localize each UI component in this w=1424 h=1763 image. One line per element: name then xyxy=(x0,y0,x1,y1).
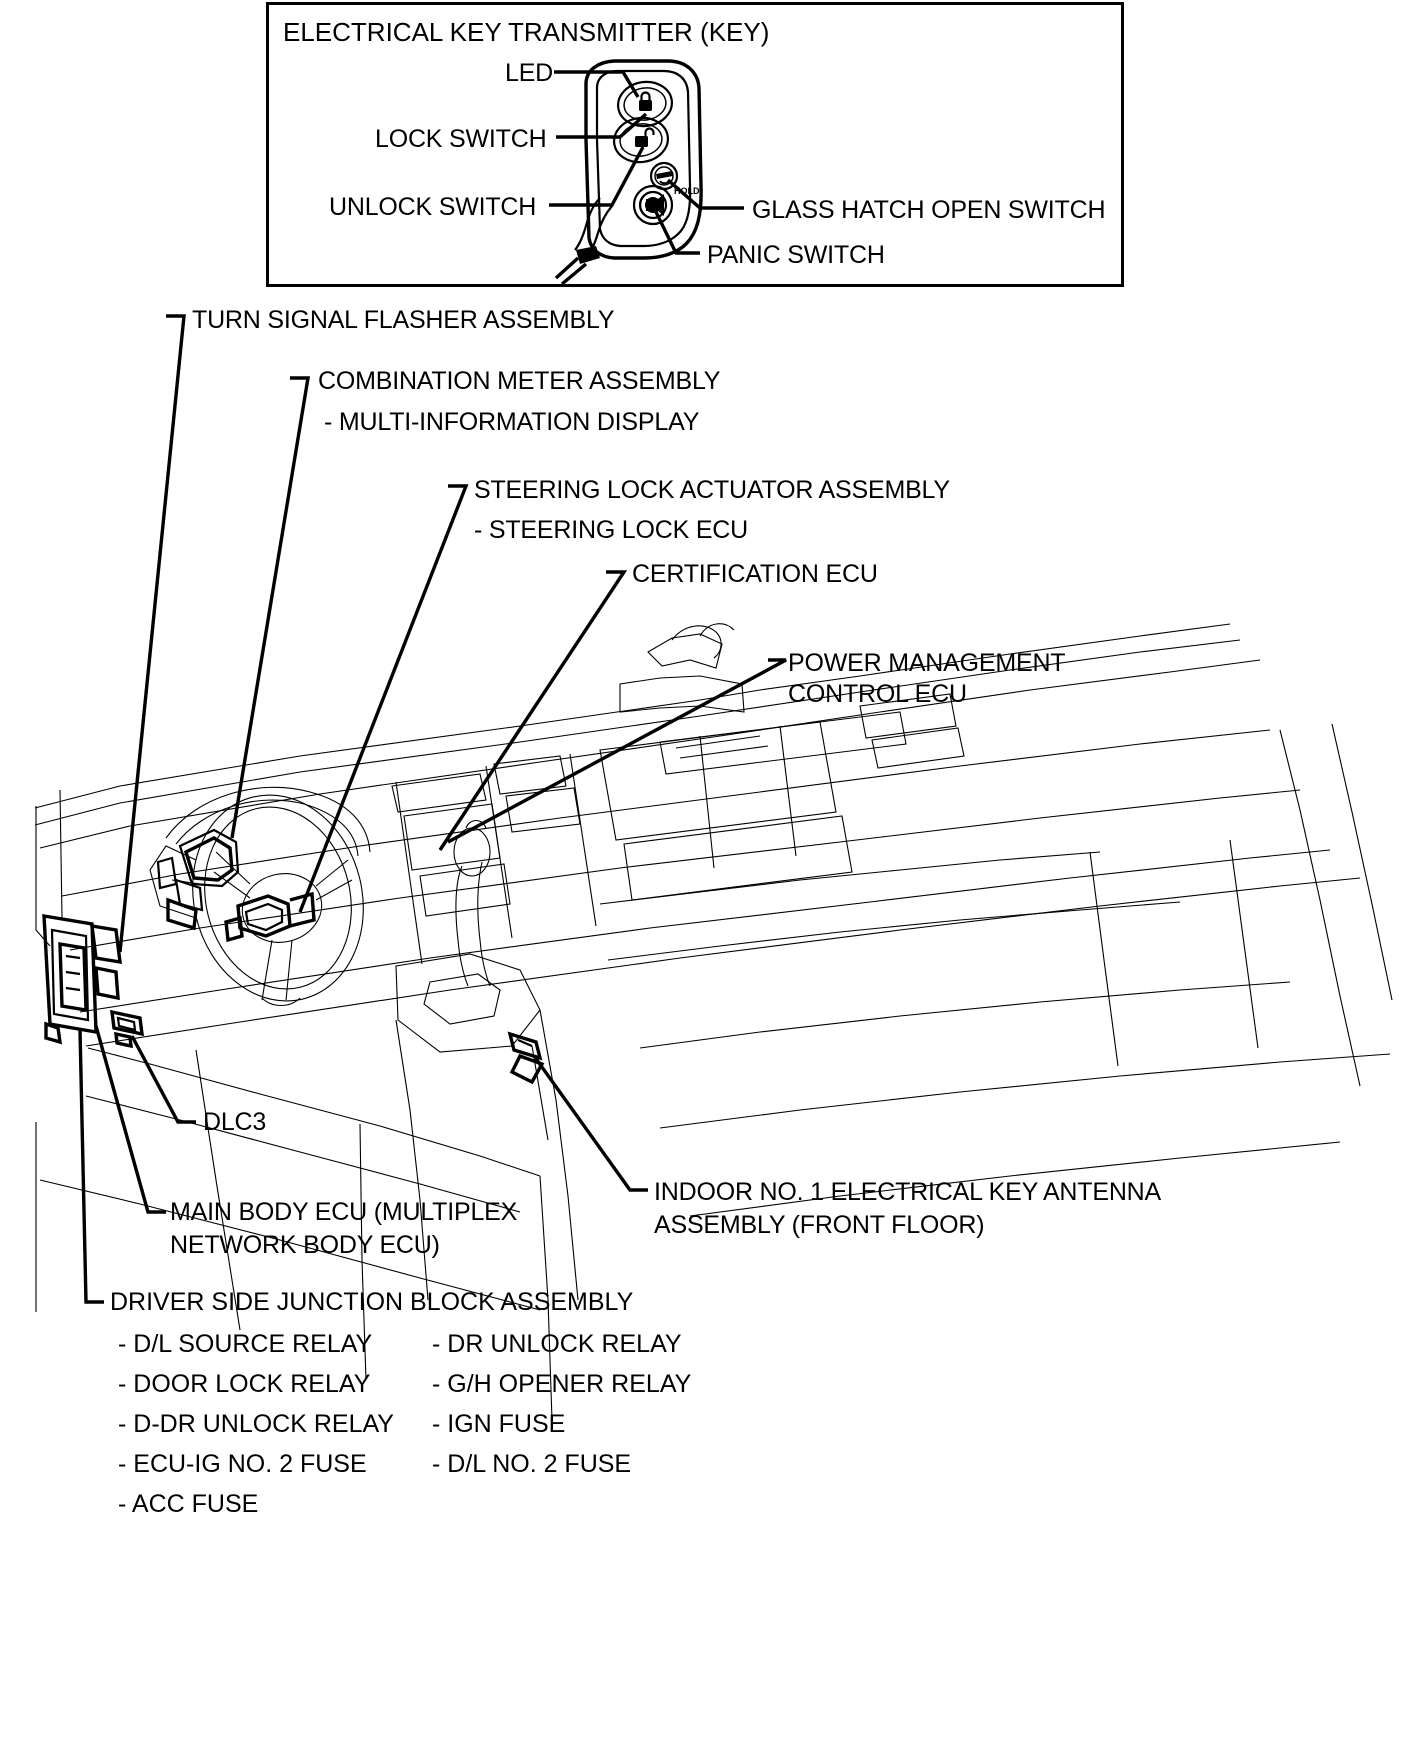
jb-item-right: - G/H OPENER RELAY xyxy=(432,1370,692,1398)
junction-block-row xyxy=(110,1410,810,1450)
callout-main-body-ecu-line1: MAIN BODY ECU (MULTIPLEX xyxy=(170,1198,518,1226)
callout-multi-information-display: - MULTI-INFORMATION DISPLAY xyxy=(324,408,700,436)
svg-text:HOLD: HOLD xyxy=(674,186,700,196)
jb-item-left: - ECU-IG NO. 2 FUSE xyxy=(118,1450,367,1478)
jb-item-right: - D/L NO. 2 FUSE xyxy=(432,1450,632,1478)
jb-item-left: - D/L SOURCE RELAY xyxy=(118,1330,373,1358)
callout-power-management-control-ecu-line1: POWER MANAGEMENT xyxy=(788,649,1066,677)
key-panel-title: ELECTRICAL KEY TRANSMITTER (KEY) xyxy=(283,17,770,47)
jb-item-right: - IGN FUSE xyxy=(432,1410,566,1438)
jb-item-right: - DR UNLOCK RELAY xyxy=(432,1330,682,1358)
callout-main-body-ecu-line2: NETWORK BODY ECU) xyxy=(170,1231,440,1259)
junction-block-title: DRIVER SIDE JUNCTION BLOCK ASSEMBLY xyxy=(110,1288,634,1316)
callout-led: LED xyxy=(505,59,554,87)
callout-panic-switch: PANIC SWITCH xyxy=(707,241,885,269)
callout-certification-ecu: CERTIFICATION ECU xyxy=(632,560,878,588)
junction-block-row xyxy=(110,1370,810,1410)
callout-power-management-control-ecu-line2: CONTROL ECU xyxy=(788,680,967,708)
jb-item-left: - ACC FUSE xyxy=(118,1490,259,1518)
jb-item-left: - DOOR LOCK RELAY xyxy=(118,1370,371,1398)
junction-block-row xyxy=(110,1490,810,1530)
junction-block-row xyxy=(110,1450,810,1490)
callout-steering-lock-actuator-assembly: STEERING LOCK ACTUATOR ASSEMBLY xyxy=(474,476,950,504)
callout-dlc3: DLC3 xyxy=(203,1108,267,1136)
junction-block-row xyxy=(110,1330,810,1370)
junction-block-component-list xyxy=(110,1330,810,1530)
callout-unlock-switch: UNLOCK SWITCH xyxy=(329,193,537,221)
callout-steering-lock-ecu: - STEERING LOCK ECU xyxy=(474,516,749,544)
callout-indoor-antenna-line2: ASSEMBLY (FRONT FLOOR) xyxy=(654,1211,985,1239)
jb-item-left: - D-DR UNLOCK RELAY xyxy=(118,1410,394,1438)
callout-glass-hatch-open-switch: GLASS HATCH OPEN SWITCH xyxy=(752,196,1106,224)
callout-lock-switch: LOCK SWITCH xyxy=(375,125,547,153)
callout-turn-signal-flasher-assembly: TURN SIGNAL FLASHER ASSEMBLY xyxy=(192,306,615,334)
callout-indoor-antenna-line1: INDOOR NO. 1 ELECTRICAL KEY ANTENNA xyxy=(654,1178,1162,1206)
callout-combination-meter-assembly: COMBINATION METER ASSEMBLY xyxy=(318,367,721,395)
